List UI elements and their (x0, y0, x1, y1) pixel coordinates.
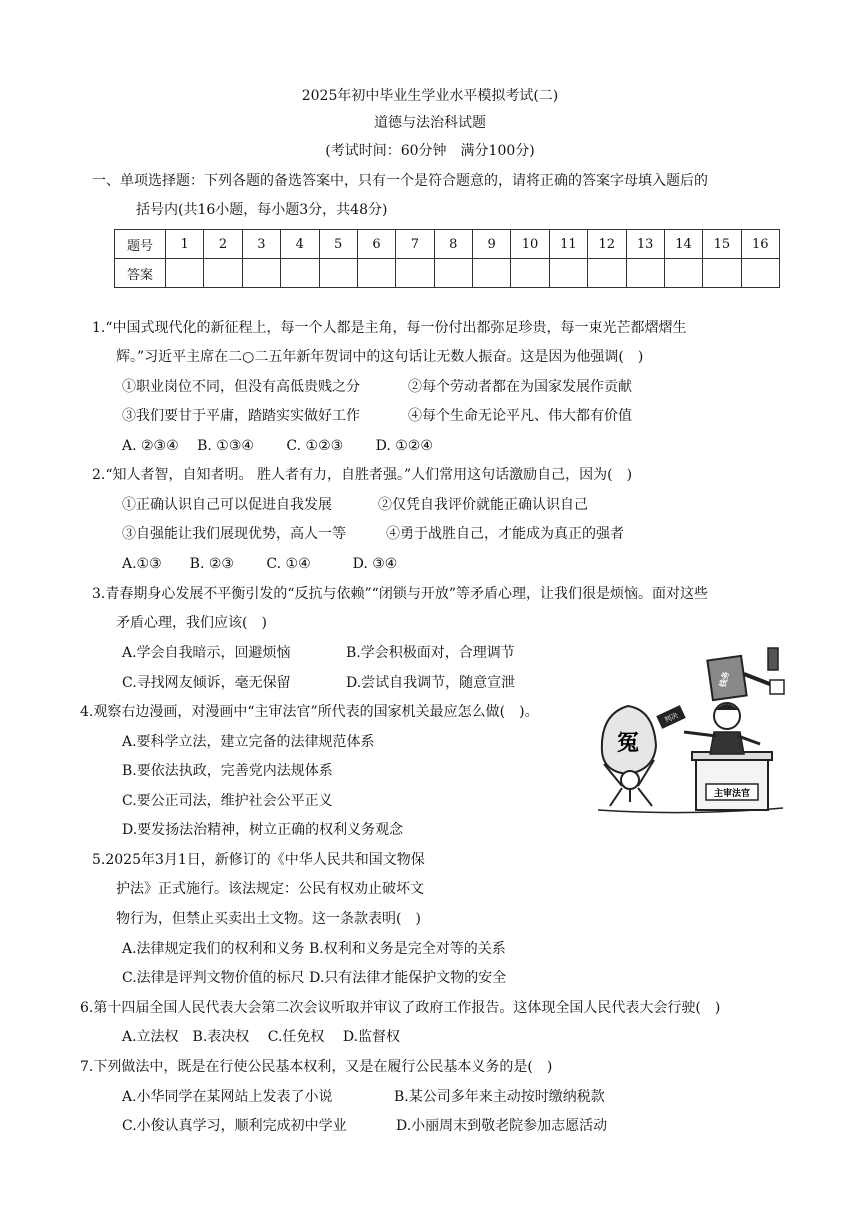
citizen-head (621, 771, 639, 789)
answer-cell[interactable] (204, 259, 242, 288)
exam-title: 2025年初中毕业生学业水平模拟考试(二) (301, 88, 559, 104)
q7-option-d: D.小丽周末到敬老院参加志愿活动 (396, 1118, 608, 1134)
sack-text: 冤 (616, 730, 640, 756)
question-number-cell: 3 (242, 230, 280, 259)
question-number-cell: 4 (281, 230, 319, 259)
q6-stem-line1: 6.第十四届全国人民代表大会第二次会议听取并审议了政府工作报告。这体现全国人民代表大会行驶( ) (80, 1000, 721, 1016)
answer-cell[interactable] (396, 259, 434, 288)
q1-stem-line1: 1.“中国式现代化的新征程上，每一个人都是主角，每一份付出都弥足珍贵，每一束光芒都熠熠生 (92, 320, 687, 336)
q5-stem-line2: 护法》正式施行。该法规定：公民有权劝止破坏文 (116, 881, 424, 897)
question-number-cell: 15 (703, 230, 741, 259)
q3-option-c: C.寻找网友倾诉，毫无保留 (122, 675, 291, 691)
q1-statement-2: ②每个劳动者都在为国家发展作贡献 (408, 379, 632, 395)
q3-stem-line1: 3.青春期身心发展不平衡引发的“反抗与依赖”“闭锁与开放”等矛盾心理，让我们很是烦恼。面对这些 (92, 586, 708, 602)
answer-cell[interactable] (281, 259, 319, 288)
answer-table (114, 229, 780, 288)
q2-statement-4: ④勇于战胜自己，才能成为真正的强者 (386, 526, 624, 542)
q3-stem-line2: 矛盾心理，我们应该( ) (116, 615, 267, 631)
table-header-number: 题号 (115, 230, 166, 259)
section-instruction-line1: 一、单项选择题：下列各题的备选答案中，只有一个是符合题意的，请将正确的答案字母填入题后的 (92, 173, 708, 189)
question-number-cell: 6 (357, 230, 395, 259)
answer-cell[interactable] (242, 259, 280, 288)
q5-stem-line3: 物行为，但禁止买卖出土文物。这一条款表明( ) (116, 911, 421, 927)
table-header-answer: 答案 (115, 259, 166, 288)
answer-cell[interactable] (166, 259, 204, 288)
judge-sign-text: 主审法官 (713, 789, 751, 799)
answer-cell[interactable] (319, 259, 357, 288)
question-number-cell: 1 (166, 230, 204, 259)
q5-options-cd: C.法律是评判文物价值的标尺 D.只有法律才能保护文物的安全 (122, 970, 507, 986)
q1-stem-line2: 辉。”习近平主席在二○二五年新年贺词中的这句话让无数人振奋。这是因为他强调( ) (116, 349, 644, 365)
question-number-cell: 11 (549, 230, 587, 259)
question-number-cell: 9 (473, 230, 511, 259)
question-number-cell: 10 (511, 230, 549, 259)
answer-cell[interactable] (626, 259, 664, 288)
q2-statement-1: ①正确认识自己可以促进自我发展 (122, 497, 332, 513)
q4-option-d: D.要发扬法治精神，树立正确的权利义务观念 (122, 822, 404, 838)
q7-option-a: A.小华同学在某网站上发表了小说 (122, 1089, 333, 1105)
exam-info: (考试时间：60分钟 满分100分) (325, 143, 535, 159)
q2-statement-2: ②仅凭自我评价就能正确认识自己 (378, 497, 588, 513)
q7-option-c: C.小俊认真学习，顺利完成初中学业 (122, 1118, 347, 1134)
q3-option-b: B.学会积极面对，合理调节 (346, 645, 515, 661)
q7-stem-line1: 7.下列做法中，既是在行使公民基本权利，又是在履行公民基本义务的是( ) (80, 1059, 553, 1075)
q2-options: A.①③ B. ②③ C. ①④ D. ③④ (122, 556, 398, 572)
q1-statement-1: ①职业岗位不同，但没有高低贵贱之分 (122, 379, 360, 395)
q4-option-b: B.要依法执政，完善党内法规体系 (122, 763, 333, 779)
q4-option-c: C.要公正司法，维护社会公平正义 (122, 793, 333, 809)
q4-stem-line1: 4.观察右边漫画，对漫画中“主审法官”所代表的国家机关最应怎么做( )。 (80, 704, 539, 720)
q1-statement-3: ③我们要甘于平庸，踏踏实实做好工作 (122, 408, 360, 424)
q7-option-b: B.某公司多年来主动按时缴纳税款 (394, 1089, 605, 1105)
question-number-cell: 12 (588, 230, 626, 259)
answer-cell[interactable] (741, 259, 779, 288)
question-number-cell: 14 (664, 230, 702, 259)
question-number-cell: 5 (319, 230, 357, 259)
q2-statement-3: ③自强能让我们展现优势，高人一等 (122, 526, 346, 542)
answer-cell[interactable] (357, 259, 395, 288)
cleaver-icon (768, 648, 778, 670)
judge-cartoon (588, 640, 790, 822)
answer-cell[interactable] (703, 259, 741, 288)
q1-statement-4: ④每个生命无论平凡、伟大都有价值 (408, 408, 632, 424)
answer-cell[interactable] (434, 259, 472, 288)
question-number-cell: 2 (204, 230, 242, 259)
answer-cell[interactable] (664, 259, 702, 288)
question-number-cell: 7 (396, 230, 434, 259)
q3-option-a: A.学会自我暗示，回避烦恼 (122, 645, 291, 661)
answer-cell[interactable] (588, 259, 626, 288)
gavel-text: 钱务 (718, 670, 732, 689)
q5-stem-line1: 5.2025年3月1日，新修订的《中华人民共和国文物保 (92, 852, 425, 868)
q1-options: A. ②③④ B. ①③④ C. ①②③ D. ①②④ (122, 438, 433, 454)
q6-options: A.立法权 B.表决权 C.任免权 D.监督权 (122, 1029, 401, 1045)
q5-options-ab: A.法律规定我们的权利和义务 B.权利和义务是完全对等的关系 (122, 941, 506, 957)
q4-option-a: A.要科学立法，建立完备的法律规范体系 (122, 734, 375, 750)
answer-cell[interactable] (473, 259, 511, 288)
section-instruction-line2: 括号内(共16小题，每小题3分，共48分) (136, 202, 388, 218)
answer-table-number-row (115, 230, 780, 259)
answer-cell[interactable] (549, 259, 587, 288)
subject-title: 道德与法治科试题 (374, 115, 486, 131)
answer-cell[interactable] (511, 259, 549, 288)
answer-table-answer-row (115, 259, 780, 288)
question-number-cell: 8 (434, 230, 472, 259)
question-number-cell: 13 (626, 230, 664, 259)
q3-option-d: D.尝试自我调节，随意宣泄 (346, 675, 516, 691)
q2-stem-line1: 2.“知人者智，自知者明。 胜人者有力，自胜者强。”人们常用这句话激励自己，因为( ) (92, 467, 633, 483)
judgement-text: 判决 (663, 711, 680, 725)
question-number-cell: 16 (741, 230, 779, 259)
